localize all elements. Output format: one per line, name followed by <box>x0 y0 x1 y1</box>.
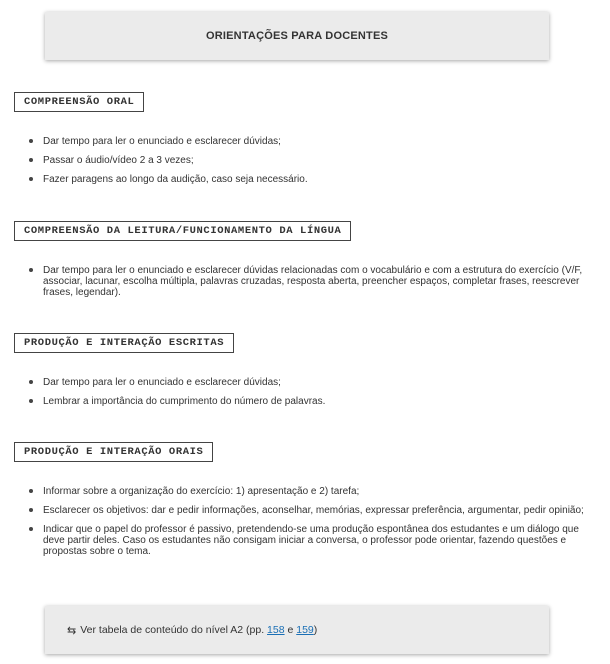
list-item: Esclarecer os objetivos: dar e pedir informações, aconselhar, memórias, expressar preferência, argumentar, pedir opinião; <box>14 505 594 516</box>
swap-arrows-icon: ⇆ <box>67 624 77 637</box>
list-item: Dar tempo para ler o enunciado e esclarecer dúvidas relacionadas com o vocabulário e com a estrutura do exercício (V/F, associar, lacunar, escolha múltipla, palavras cruzadas, resposta aberta, preencher espaços, completar frases, reescrever frases, legendar). <box>14 265 594 298</box>
content-table-reference <box>45 624 317 637</box>
section-title: COMPREENSÃO DA LEITURA/FUNCIONAMENTO DA LÍNGUA <box>14 221 351 241</box>
section-compreensao-oral <box>14 91 594 193</box>
bullet-list <box>14 486 594 557</box>
page-link-158[interactable]: 158 <box>267 624 285 636</box>
page-title: ORIENTAÇÕES PARA DOCENTES <box>205 30 389 42</box>
footer-closing: ) <box>313 624 318 636</box>
bullet-list <box>14 377 594 407</box>
list-item: Informar sobre a organização do exercício: 1) apresentação e 2) tarefa; <box>14 486 594 497</box>
list-item: Indicar que o papel do professor é passivo, pretendendo-se uma produção espontânea dos estudantes e um diálogo que deve partir deles. Caso os estudantes não consigam iniciar a conversa, o professor pode orientar, fazendo questões e propostas sobre o tema. <box>14 524 594 557</box>
footer-conjunction: e <box>287 624 294 636</box>
section-producao-orais <box>14 441 594 565</box>
header-box <box>45 12 549 60</box>
list-item: Dar tempo para ler o enunciado e esclarecer dúvidas; <box>14 136 594 147</box>
section-compreensao-leitura <box>14 220 594 306</box>
bullet-list <box>14 265 594 298</box>
list-item: Lembrar a importância do cumprimento do número de palavras. <box>14 396 594 407</box>
section-title: PRODUÇÃO E INTERAÇÃO ESCRITAS <box>14 333 234 353</box>
list-item: Passar o áudio/vídeo 2 a 3 vezes; <box>14 155 594 166</box>
list-item: Dar tempo para ler o enunciado e esclarecer dúvidas; <box>14 377 594 388</box>
footer-text: Ver tabela de conteúdo do nível A2 (pp. <box>80 624 265 636</box>
footer-box <box>45 606 549 654</box>
bullet-list <box>14 136 594 185</box>
section-title: PRODUÇÃO E INTERAÇÃO ORAIS <box>14 442 213 462</box>
section-title: COMPREENSÃO ORAL <box>14 92 144 112</box>
page-link-159[interactable]: 159 <box>296 624 314 636</box>
section-producao-escritas <box>14 332 594 415</box>
list-item: Fazer paragens ao longo da audição, caso seja necessário. <box>14 174 594 185</box>
